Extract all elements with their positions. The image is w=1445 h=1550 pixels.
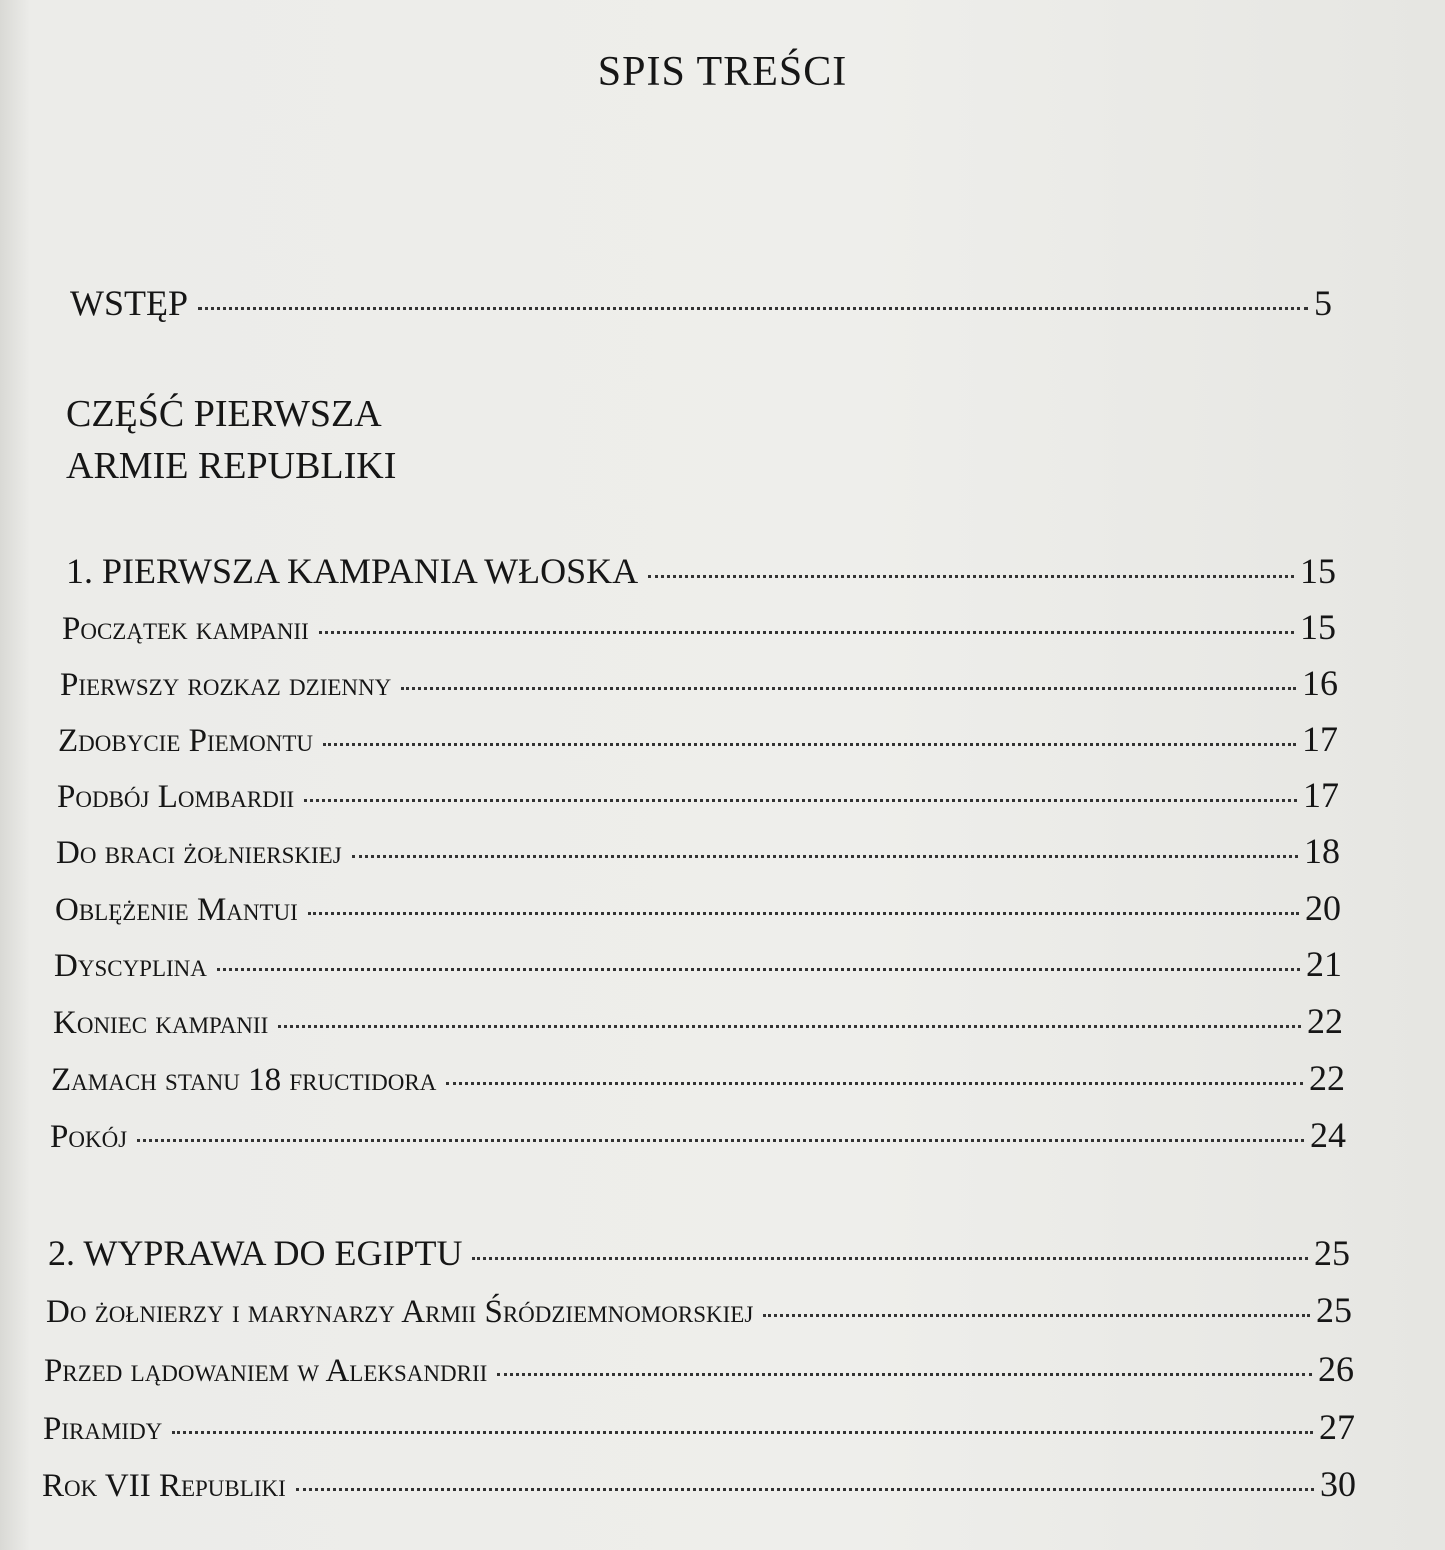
toc-entry[interactable] [51, 1057, 1345, 1099]
part-heading [66, 388, 396, 492]
toc-entry[interactable] [43, 1406, 1355, 1448]
toc-page-number: 20 [1305, 888, 1341, 928]
toc-entry-label: Przed lądowaniem w Aleksandrii [44, 1353, 488, 1389]
toc-page-number: 15 [1300, 551, 1336, 591]
toc-page-number: 25 [1316, 1290, 1352, 1330]
toc-entry[interactable] [55, 887, 1341, 929]
page-title: SPIS TREŚCI [597, 49, 848, 95]
dot-leader [446, 1082, 1303, 1085]
toc-page-number: 21 [1306, 944, 1342, 984]
toc-page-number: 17 [1302, 719, 1338, 759]
toc-entry[interactable] [46, 1289, 1352, 1331]
toc-entry-label: Zamach stanu 18 fructidora [51, 1062, 437, 1098]
toc-entry-label: Pokój [50, 1119, 128, 1155]
toc-entry-label: WSTĘP [70, 283, 189, 323]
toc-page-number: 18 [1304, 831, 1340, 871]
toc-entry[interactable] [53, 1000, 1343, 1042]
dot-leader [198, 307, 1308, 310]
dot-leader [323, 743, 1296, 746]
dot-leader [304, 799, 1297, 802]
toc-entry-label: Dyscyplina [54, 948, 207, 984]
dot-leader [308, 912, 1299, 915]
part-title: CZĘŚĆ PIERWSZA [66, 393, 382, 435]
toc-entry[interactable] [57, 774, 1339, 816]
toc-entry-label: Pierwszy rozkaz dzienny [60, 667, 392, 703]
toc-page-number: 30 [1320, 1464, 1356, 1504]
toc-chapter-1[interactable] [66, 550, 1336, 592]
toc-entry-label: 1. PIERWSZA KAMPANIA WŁOSKA [66, 551, 639, 591]
toc-page-number: 22 [1309, 1058, 1345, 1098]
toc-entry-label: Podbój Lombardii [57, 779, 295, 815]
toc-page-number: 26 [1318, 1349, 1354, 1389]
dot-leader [352, 855, 1298, 858]
part-subtitle: ARMIE REPUBLIKI [66, 445, 397, 487]
dot-leader [401, 687, 1296, 690]
toc-entry-intro[interactable] [70, 282, 1332, 324]
toc-entry-label: Oblężenie Mantui [55, 892, 298, 928]
toc-entry-label: 2. WYPRAWA DO EGIPTU [48, 1233, 463, 1273]
toc-entry-label: Rok VII Republiki [42, 1468, 286, 1504]
toc-entry-label: Do żołnierzy i marynarzy Armii Śródziemnomorskiej [46, 1294, 754, 1330]
toc-page-number: 27 [1319, 1407, 1355, 1447]
toc-entry-label: Początek kampanii [62, 611, 309, 647]
dot-leader [763, 1314, 1310, 1317]
dot-leader [319, 631, 1294, 634]
dot-leader [172, 1431, 1313, 1434]
toc-entry-label: Koniec kampanii [53, 1005, 269, 1041]
toc-page-number: 24 [1310, 1115, 1346, 1155]
toc-page-number: 25 [1314, 1233, 1350, 1273]
dot-leader [648, 575, 1294, 578]
toc-page-number: 15 [1300, 607, 1336, 647]
toc-entry[interactable] [62, 606, 1336, 648]
toc-entry[interactable] [58, 718, 1338, 760]
dot-leader [217, 968, 1300, 971]
toc-chapter-2[interactable] [48, 1232, 1350, 1274]
toc-page-number: 22 [1307, 1001, 1343, 1041]
dot-leader [497, 1373, 1312, 1376]
toc-entry[interactable] [60, 662, 1338, 704]
dot-leader [278, 1025, 1301, 1028]
toc-entry[interactable] [56, 830, 1340, 872]
toc-entry[interactable] [54, 943, 1342, 985]
toc-entry[interactable] [50, 1114, 1346, 1156]
toc-entry[interactable] [44, 1348, 1354, 1390]
toc-entry-label: Do braci żołnierskiej [56, 835, 342, 871]
dot-leader [472, 1257, 1308, 1260]
toc-page-number: 5 [1314, 283, 1332, 323]
toc-entry-label: Piramidy [43, 1411, 163, 1447]
toc-page-number: 17 [1303, 775, 1339, 815]
toc-entry-label: Zdobycie Piemontu [58, 723, 314, 759]
toc-entry[interactable] [42, 1463, 1356, 1505]
dot-leader [296, 1488, 1314, 1491]
dot-leader [137, 1139, 1304, 1142]
toc-page-number: 16 [1302, 663, 1338, 703]
